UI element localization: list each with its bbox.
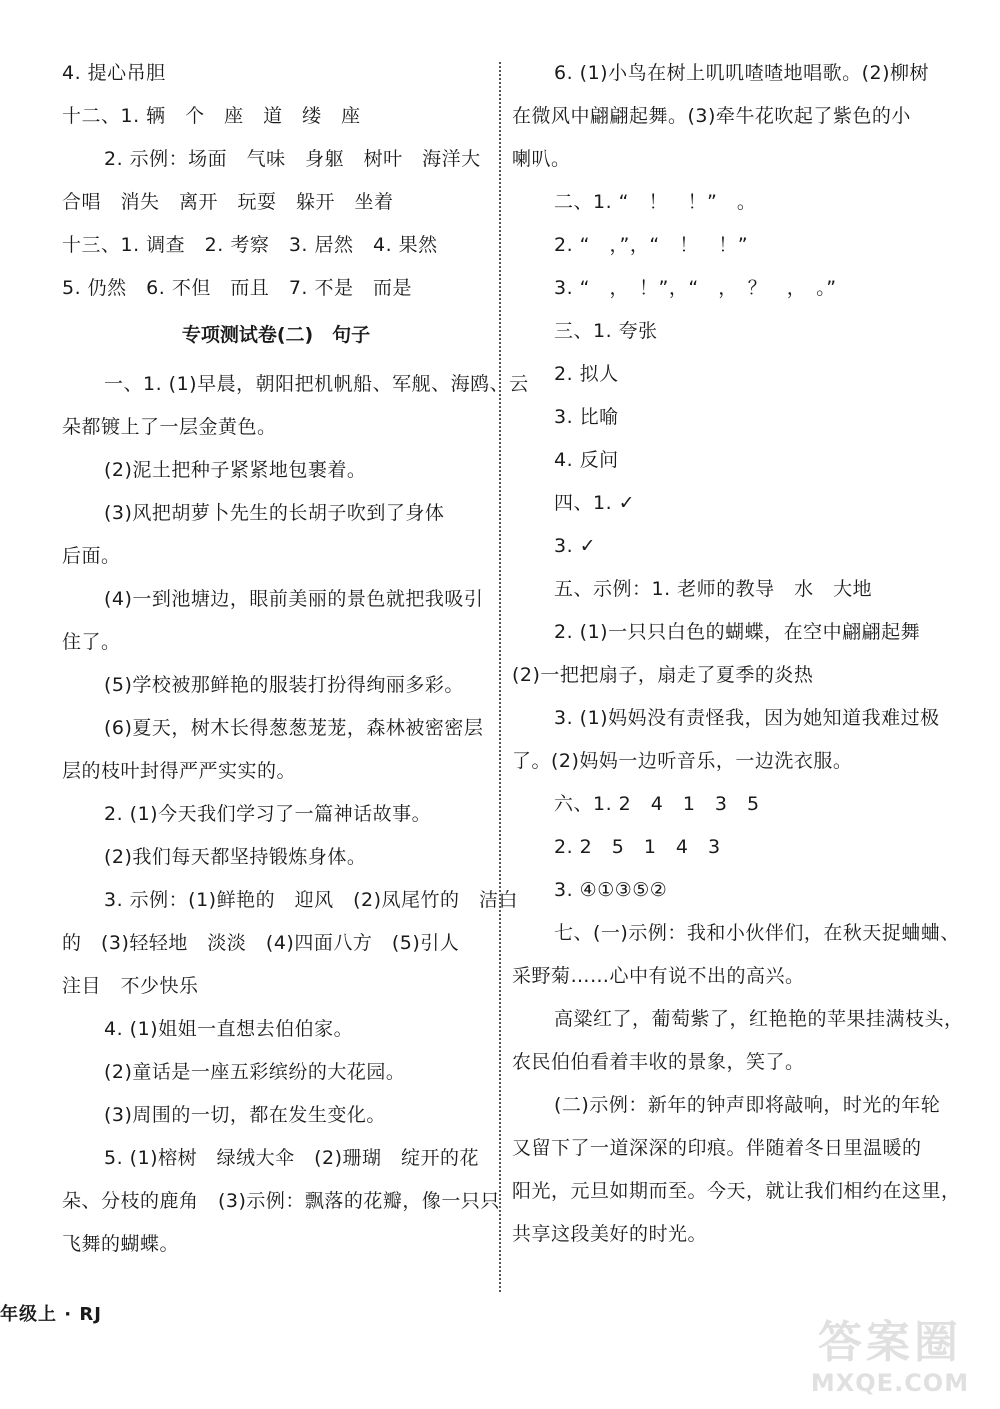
text-line: (5)学校被那鲜艳的服装打扮得绚丽多彩。 [104, 674, 464, 696]
text-line: 4. 反问 [554, 449, 619, 471]
text-line: 5. 仍然 6. 不但 而且 7. 不是 而是 [62, 277, 413, 299]
text-line: 喇叭。 [512, 148, 571, 170]
text-line: 了。(2)妈妈一边听音乐，一边洗衣服。 [512, 750, 853, 772]
section-title: 专项测试卷(二) 句子 [181, 324, 371, 346]
text-line: 三、1. 夸张 [554, 320, 658, 342]
text-line: 注目 不少快乐 [62, 975, 199, 997]
text-line: 后面。 [62, 545, 121, 567]
text-line: 七、(一)示例：我和小伙伴们，在秋天捉蛐蛐、 [554, 922, 960, 944]
watermark-logo [790, 1318, 990, 1403]
text-line: 的 (3)轻轻地 淡淡 (4)四面八方 (5)引人 [62, 932, 460, 954]
text-line: (2)一把把扇子，扇走了夏季的炎热 [512, 664, 814, 686]
text-line: (2)泥土把种子紧紧地包裹着。 [104, 459, 367, 481]
text-line: 2. 示例：场面 气味 身躯 树叶 海洋大 [104, 148, 481, 170]
text-line: (6)夏天，树木长得葱葱茏茏，森林被密密层 [104, 717, 484, 739]
text-line: 3. 比喻 [554, 406, 619, 428]
text-line: 3. ✓ [554, 535, 597, 557]
text-line: (3)周围的一切，都在发生变化。 [104, 1104, 386, 1126]
text-line: 2. (1)一只只白色的蝴蝶，在空中翩翩起舞 [554, 621, 921, 643]
text-line: 共享这段美好的时光。 [512, 1223, 708, 1245]
text-line: 又留下了一道深深的印痕。伴随着冬日里温暖的 [512, 1137, 922, 1159]
text-line: 采野菊……心中有说不出的高兴。 [512, 965, 805, 987]
text-line: 层的枝叶封得严严实实的。 [62, 760, 297, 782]
text-line: (二)示例：新年的钟声即将敲响，时光的年轮 [554, 1094, 941, 1116]
text-line: (3)风把胡萝卜先生的长胡子吹到了身体 [104, 502, 445, 524]
text-line: 2. (1)今天我们学习了一篇神话故事。 [104, 803, 432, 825]
text-line: 十二、1. 辆 个 座 道 缕 座 [62, 105, 361, 127]
text-line: 阳光，元旦如期而至。今天，就让我们相约在这里， [512, 1180, 961, 1202]
text-line: 四、1. ✓ [554, 492, 636, 514]
text-line: 4. 提心吊胆 [62, 62, 166, 84]
right-column [512, 52, 964, 1256]
text-line: 3. “ ， ！”，“ ， ？ ， 。” [554, 277, 837, 299]
text-line: 朵都镀上了一层金黄色。 [62, 416, 277, 438]
text-line: 合唱 消失 离开 玩耍 躲开 坐着 [62, 191, 394, 213]
text-line: 3. (1)妈妈没有责怪我，因为她知道我难过极 [554, 707, 940, 729]
text-line: 农民伯伯看着丰收的景象，笑了。 [512, 1051, 805, 1073]
text-line: 十三、1. 调查 2. 考察 3. 居然 4. 果然 [62, 234, 438, 256]
text-line: 住了。 [62, 631, 121, 653]
text-line: 飞舞的蝴蝶。 [62, 1233, 180, 1255]
text-line: (2)我们每天都坚持锻炼身体。 [104, 846, 367, 868]
text-line: 3. ④①③⑤② [554, 879, 668, 901]
text-line: (4)一到池塘边，眼前美丽的景色就把我吸引 [104, 588, 484, 610]
text-line: 2. 2 5 1 4 3 [554, 836, 721, 858]
text-line: 2. 拟人 [554, 363, 619, 385]
left-column [62, 52, 529, 1266]
text-line: 3. 示例：(1)鲜艳的 迎风 (2)凤尾竹的 洁白 [104, 889, 518, 911]
text-line: 五、示例：1. 老师的教导 水 大地 [554, 578, 873, 600]
text-line: 在微风中翩翩起舞。(3)牵牛花吹起了紫色的小 [512, 105, 911, 127]
text-line: (2)童话是一座五彩缤纷的大花园。 [104, 1061, 406, 1083]
text-line: 6. (1)小鸟在树上叽叽喳喳地唱歌。(2)柳树 [554, 62, 929, 84]
text-line: 一、1. (1)早晨，朝阳把机帆船、军舰、海鸥、云 [104, 373, 529, 395]
text-line: 2. “ ，”，“ ！ ！” [554, 234, 749, 256]
column-divider [499, 62, 501, 1292]
watermark-text: 答案圈 [818, 1317, 962, 1368]
text-line: 二、1. “ ！ ！” 。 [554, 191, 757, 213]
text-line: 5. (1)榕树 绿绒大伞 (2)珊瑚 绽开的花 [104, 1147, 479, 1169]
watermark-url: MXQE.COM [810, 1369, 970, 1397]
text-line: 4. (1)姐姐一直想去伯伯家。 [104, 1018, 354, 1040]
text-line: 高粱红了，葡萄紫了，红艳艳的苹果挂满枝头， [554, 1008, 964, 1030]
text-line: 朵、分枝的鹿角 (3)示例：飘落的花瓣，像一只只 [62, 1190, 500, 1212]
text-line: 六、1. 2 4 1 3 5 [554, 793, 760, 815]
page-footer: 年级上 · RJ [0, 1304, 102, 1325]
